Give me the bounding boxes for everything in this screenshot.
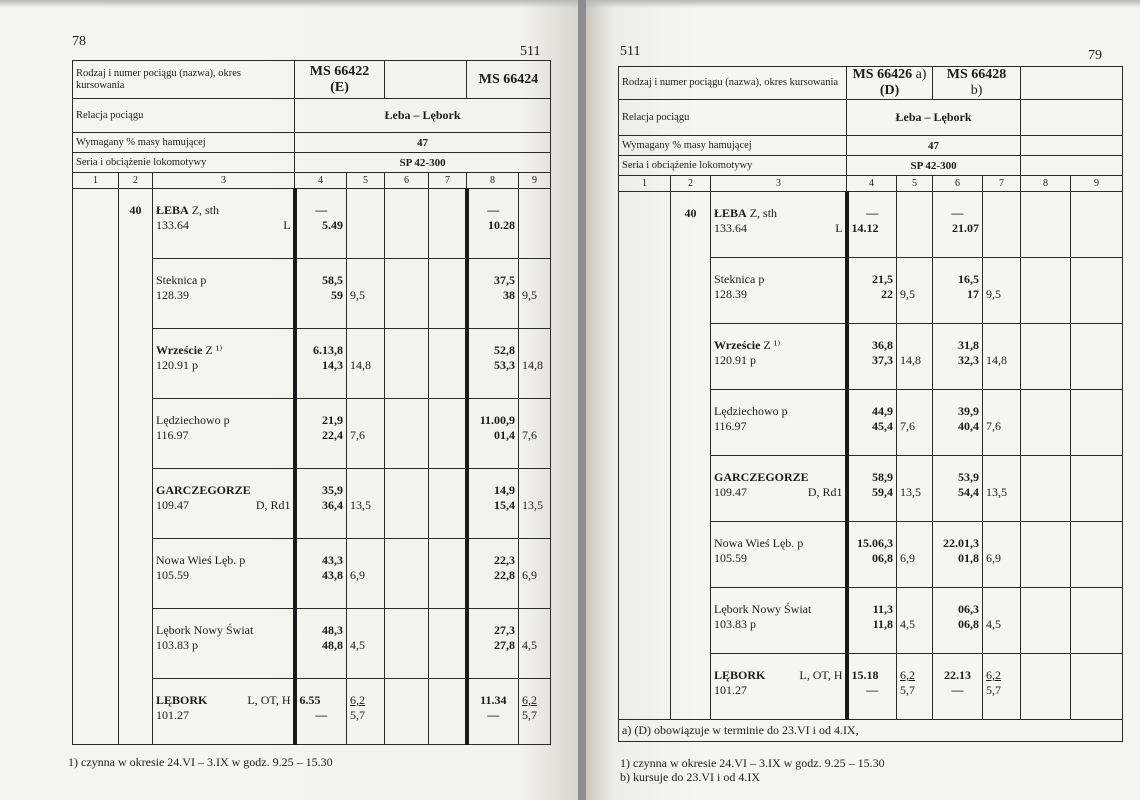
time-arr: 14,9	[494, 483, 516, 497]
time-dep: 06,8	[958, 617, 980, 631]
station-name: ŁEBA	[714, 206, 747, 220]
time-dep: 17	[967, 287, 980, 301]
station-cell	[711, 324, 847, 390]
station-km: 120.91 p	[156, 358, 198, 372]
station-km: 105.59	[156, 568, 189, 582]
station-km: 133.64	[156, 218, 189, 232]
run-time: 6,9	[897, 522, 933, 588]
time-dep: 32,3	[958, 353, 980, 367]
empty-cell	[1021, 192, 1071, 258]
footnote-b: b) kursuje do 23.VI i od 4.IX	[620, 770, 760, 784]
train-a-header	[295, 61, 385, 99]
empty-cell	[429, 399, 467, 469]
run-time-cell	[347, 679, 385, 745]
loco-value: SP 42-300	[295, 153, 551, 173]
time-cell	[933, 258, 983, 324]
time-cell	[847, 588, 897, 654]
run-time-cell	[519, 679, 551, 745]
col-number: 3	[153, 173, 295, 189]
station-cell	[711, 390, 847, 456]
speed-cell	[119, 189, 153, 745]
empty-header-cell	[385, 61, 467, 99]
run-time-2: 5,7	[986, 683, 1002, 697]
empty-cell	[1021, 324, 1071, 390]
station-cell	[153, 679, 295, 745]
time-dep: —	[951, 683, 964, 697]
relation-label: Relacja pociągu	[619, 100, 847, 136]
station-cell	[153, 399, 295, 469]
time-cell	[933, 588, 983, 654]
train-a-number: MS 66422	[309, 63, 370, 79]
run-time: 4,5	[983, 588, 1021, 654]
time-dep: 06,8	[872, 551, 894, 565]
station-name: Lędziechowo p	[156, 413, 230, 427]
run-time: 6,9	[519, 539, 551, 609]
time-arr: 21,5	[872, 272, 894, 286]
col-number: 3	[711, 176, 847, 192]
empty-cell	[1021, 258, 1071, 324]
time-dep: 14.12	[851, 221, 879, 235]
time-dep: —	[487, 708, 500, 722]
table-row	[619, 192, 1123, 258]
train-a-number: MS 66426	[852, 67, 913, 82]
time-dep: 38	[503, 288, 516, 302]
time-arr: 58,5	[322, 273, 344, 287]
station-cell	[711, 654, 847, 720]
station-cell	[153, 329, 295, 399]
time-cell	[467, 469, 519, 539]
time-dep: 45,4	[872, 419, 894, 433]
time-dep: 11,8	[872, 617, 894, 631]
empty-cell	[1021, 654, 1071, 720]
station-km: 116.97	[156, 428, 189, 442]
time-cell	[467, 189, 519, 259]
station-km: 103.83 p	[714, 617, 756, 631]
loco-label: Seria i obciążenie lokomotywy	[619, 156, 847, 176]
time-dep: 36,4	[322, 498, 344, 512]
run-time: 14,8	[983, 324, 1021, 390]
time-arr: 36,8	[872, 338, 894, 352]
station-cell	[711, 588, 847, 654]
col-number: 6	[385, 173, 429, 189]
run-time-cell	[897, 654, 933, 720]
station-cell	[711, 192, 847, 258]
col-number: 9	[1071, 176, 1123, 192]
station-name: Steknica p	[714, 272, 765, 286]
run-time-cell	[519, 189, 551, 259]
station-name-extra: Z ¹⁾	[760, 338, 781, 352]
station-name: Lębork Nowy Świat	[714, 602, 812, 616]
run-time-cell	[983, 192, 1021, 258]
run-time: 4,5	[519, 609, 551, 679]
run-time: 14,8	[347, 329, 385, 399]
run-time: 6,9	[983, 522, 1021, 588]
time-arr: 06,3	[958, 602, 980, 616]
empty-cell	[1071, 324, 1123, 390]
time-dep: 59	[331, 288, 344, 302]
station-suffix: L	[283, 218, 291, 232]
time-cell	[933, 192, 983, 258]
train-a-mark: a)	[915, 67, 927, 82]
time-cell	[295, 329, 347, 399]
time-cell	[467, 329, 519, 399]
run-time: 6,9	[347, 539, 385, 609]
time-arr: 16,5	[958, 272, 980, 286]
time-dep: —	[315, 708, 328, 722]
station-cell	[153, 259, 295, 329]
time-cell	[467, 399, 519, 469]
table-number: 511	[620, 44, 641, 59]
time-cell	[933, 522, 983, 588]
time-cell	[847, 456, 897, 522]
note-a: a) (D) obowiązuje w terminie do 23.VI i od 4.IX,	[619, 720, 1123, 742]
station-name: Wrzeście	[156, 343, 203, 357]
time-cell	[467, 259, 519, 329]
col-number: 1	[73, 173, 119, 189]
time-arr: 48,3	[322, 623, 344, 637]
station-cell	[711, 456, 847, 522]
empty-cell	[429, 539, 467, 609]
timetable-right	[618, 66, 1123, 742]
time-dep: 15,4	[494, 498, 516, 512]
empty-cell	[385, 469, 429, 539]
footnote: 1) czynna w okresie 24.VI – 3.IX w godz. 9.25 – 15.30	[68, 755, 333, 769]
time-arr: —	[951, 206, 964, 220]
run-time: 7,6	[983, 390, 1021, 456]
station-cell	[153, 189, 295, 259]
empty-header-cell	[1021, 67, 1123, 100]
station-name-extra: Z ¹⁾	[202, 343, 223, 357]
station-suffix: L, OT, H	[799, 668, 843, 682]
time-cell	[847, 654, 897, 720]
station-name: GARCZEGORZE	[156, 483, 251, 497]
time-cell	[467, 609, 519, 679]
time-dep: 54,4	[958, 485, 980, 499]
run-time-cell	[983, 654, 1021, 720]
station-cell	[711, 258, 847, 324]
station-km: 116.97	[714, 419, 747, 433]
station-km: 109.47	[156, 498, 189, 512]
empty-cell	[1021, 456, 1071, 522]
time-dep: 01,4	[494, 428, 516, 442]
empty-cell	[1071, 654, 1123, 720]
time-arr: 27,3	[494, 623, 516, 637]
time-arr: 39,9	[958, 404, 980, 418]
station-cell	[711, 522, 847, 588]
loco-value: SP 42-300	[847, 156, 1021, 176]
time-cell	[295, 539, 347, 609]
col-number: 2	[671, 176, 711, 192]
run-time: 6,2	[350, 693, 366, 707]
time-cell	[933, 390, 983, 456]
train-b-header	[467, 61, 551, 99]
empty-cell	[429, 189, 467, 259]
empty-cell	[1021, 156, 1123, 176]
station-suffix: D, Rd1	[807, 485, 843, 499]
station-suffix: L	[835, 221, 843, 235]
time-dep: 22	[881, 287, 894, 301]
empty-cell	[1071, 390, 1123, 456]
page-shadow	[0, 0, 578, 8]
station-cell	[153, 469, 295, 539]
run-time: 4,5	[347, 609, 385, 679]
time-dep: 21.07	[952, 221, 980, 235]
station-cell	[153, 539, 295, 609]
table-row	[73, 189, 551, 259]
time-cell	[933, 456, 983, 522]
station-cell	[153, 609, 295, 679]
time-arr: 22.01,3	[943, 536, 980, 550]
time-arr: 11.00,9	[479, 413, 516, 427]
brake-value: 47	[295, 133, 551, 153]
time-dep: 5.49	[322, 218, 344, 232]
time-arr: 11.34	[480, 693, 507, 707]
empty-cell	[1071, 258, 1123, 324]
run-time: 6,2	[900, 668, 916, 682]
empty-cell	[1071, 192, 1123, 258]
col-number: 4	[847, 176, 897, 192]
train-b-header	[933, 67, 1021, 100]
run-time: 13,5	[347, 469, 385, 539]
station-suffix: D, Rd1	[255, 498, 291, 512]
brake-label: Wymagany % masy hamującej	[73, 133, 295, 153]
run-time: 6,2	[986, 668, 1002, 682]
col-number: 1	[619, 176, 671, 192]
right-page	[586, 0, 1140, 800]
station-name: ŁEBA	[156, 203, 189, 217]
station-km: 105.59	[714, 551, 747, 565]
empty-cell	[1021, 100, 1123, 136]
station-name: Steknica p	[156, 273, 207, 287]
blank-col-1	[619, 192, 671, 720]
time-arr: 58,9	[872, 470, 894, 484]
time-cell	[295, 189, 347, 259]
station-km: 103.83 p	[156, 638, 198, 652]
run-time-2: 5,7	[350, 708, 366, 722]
station-name: LĘBORK	[714, 668, 766, 682]
time-cell	[847, 324, 897, 390]
col-number: 7	[983, 176, 1021, 192]
run-time: 4,5	[897, 588, 933, 654]
run-time: 13,5	[519, 469, 551, 539]
train-b-number: MS 66424	[478, 71, 539, 87]
time-cell	[295, 609, 347, 679]
relation-value: Łeba – Lębork	[847, 100, 1021, 136]
time-dep: 37,3	[872, 353, 894, 367]
station-name-extra: Z, sth	[188, 203, 220, 217]
time-arr: 52,8	[494, 343, 516, 357]
station-name: Lędziechowo p	[714, 404, 788, 418]
time-arr: 21,9	[322, 413, 344, 427]
table-number: 511	[520, 44, 541, 59]
time-dep: 10.28	[488, 218, 516, 232]
empty-cell	[385, 329, 429, 399]
timetable-left	[72, 60, 551, 745]
empty-cell	[385, 189, 429, 259]
time-arr: 15.06,3	[857, 536, 894, 550]
run-time: 6,2	[522, 693, 538, 707]
train-a-suffix: (E)	[330, 79, 349, 95]
station-name-extra: Z, sth	[746, 206, 778, 220]
run-time: 9,5	[347, 259, 385, 329]
run-time: 9,5	[519, 259, 551, 329]
station-name: LĘBORK	[156, 693, 208, 707]
loco-label: Seria i obciążenie lokomotywy	[73, 153, 295, 173]
speed-value: 40	[684, 206, 697, 220]
station-name: Nowa Wieś Lęb. p	[156, 553, 246, 567]
time-cell	[847, 522, 897, 588]
col-number: 8	[467, 173, 519, 189]
time-cell	[847, 390, 897, 456]
empty-cell	[429, 329, 467, 399]
time-cell	[933, 324, 983, 390]
col-number: 9	[519, 173, 551, 189]
station-km: 133.64	[714, 221, 747, 235]
time-cell	[847, 192, 897, 258]
time-arr: 15.18	[851, 668, 879, 682]
speed-cell	[671, 192, 711, 720]
time-dep: 14,3	[322, 358, 344, 372]
station-name: Wrzeście	[714, 338, 761, 352]
footnote: 1) czynna w okresie 24.VI – 3.IX w godz. 9.25 – 15.30	[620, 756, 885, 770]
run-time-2: 5,7	[522, 708, 538, 722]
train-a-header	[847, 67, 933, 100]
run-time: 14,8	[519, 329, 551, 399]
run-time: 9,5	[897, 258, 933, 324]
time-cell	[295, 679, 347, 745]
time-dep: 59,4	[872, 485, 894, 499]
time-cell	[847, 258, 897, 324]
time-arr: 11,3	[872, 602, 894, 616]
run-time: 7,6	[347, 399, 385, 469]
relation-value: Łeba – Lębork	[295, 99, 551, 133]
time-cell	[295, 259, 347, 329]
station-km: 120.91 p	[714, 353, 756, 367]
blank-col-1	[73, 189, 119, 745]
time-dep: 40,4	[958, 419, 980, 433]
time-arr: 53,9	[958, 470, 980, 484]
train-label: Rodzaj i numer pociągu (nazwa), okres kursowania	[73, 61, 295, 99]
empty-cell	[385, 679, 429, 745]
time-arr: 37,5	[494, 273, 516, 287]
relation-label: Relacja pociągu	[73, 99, 295, 133]
time-dep: —	[866, 683, 879, 697]
empty-cell	[1021, 588, 1071, 654]
brake-value: 47	[847, 136, 1021, 156]
time-cell	[933, 654, 983, 720]
time-cell	[467, 679, 519, 745]
run-time-cell	[897, 192, 933, 258]
time-arr: 6.55	[299, 693, 321, 707]
station-km: 128.39	[714, 287, 747, 301]
station-km: 101.27	[714, 683, 747, 697]
run-time: 14,8	[897, 324, 933, 390]
time-cell	[295, 399, 347, 469]
train-a-suffix: (D)	[879, 83, 900, 98]
station-suffix: L, OT, H	[247, 693, 291, 707]
empty-cell	[1071, 456, 1123, 522]
time-arr: 44,9	[872, 404, 894, 418]
time-dep: 27,8	[494, 638, 516, 652]
empty-cell	[1021, 522, 1071, 588]
train-b-suffix: b)	[970, 83, 983, 98]
page-number: 79	[1088, 48, 1102, 63]
time-arr: 31,8	[958, 338, 980, 352]
empty-cell	[429, 259, 467, 329]
run-time: 13,5	[983, 456, 1021, 522]
time-arr: 35,9	[322, 483, 344, 497]
col-number: 5	[347, 173, 385, 189]
station-km: 128.39	[156, 288, 189, 302]
time-cell	[467, 539, 519, 609]
train-label: Rodzaj i numer pociągu (nazwa), okres kursowania	[619, 67, 847, 100]
time-dep: 43,8	[322, 568, 344, 582]
speed-value: 40	[129, 203, 142, 217]
run-time: 9,5	[983, 258, 1021, 324]
col-number: 6	[933, 176, 983, 192]
station-km: 109.47	[714, 485, 747, 499]
run-time-cell	[347, 189, 385, 259]
time-dep: 48,8	[322, 638, 344, 652]
time-arr: —	[315, 203, 328, 217]
station-name: Nowa Wieś Lęb. p	[714, 536, 804, 550]
time-arr: 43,3	[322, 553, 344, 567]
station-name: GARCZEGORZE	[714, 470, 809, 484]
page-shadow	[586, 0, 1140, 8]
page-number: 78	[72, 34, 86, 49]
empty-cell	[1021, 136, 1123, 156]
empty-cell	[1021, 390, 1071, 456]
col-number: 5	[897, 176, 933, 192]
note-row	[619, 720, 1123, 742]
col-number: 7	[429, 173, 467, 189]
col-number: 8	[1021, 176, 1071, 192]
station-km: 101.27	[156, 708, 189, 722]
time-arr: 22,3	[494, 553, 516, 567]
time-arr: 22.13	[944, 668, 972, 682]
run-time: 13,5	[897, 456, 933, 522]
run-time: 7,6	[519, 399, 551, 469]
empty-cell	[429, 679, 467, 745]
empty-cell	[385, 259, 429, 329]
empty-cell	[429, 469, 467, 539]
empty-cell	[385, 399, 429, 469]
empty-cell	[385, 539, 429, 609]
time-dep: 22,8	[494, 568, 516, 582]
time-dep: 53,3	[494, 358, 516, 372]
time-arr: 6.13,8	[313, 343, 344, 357]
station-name: Lębork Nowy Świat	[156, 623, 254, 637]
brake-label: Wymagany % masy hamującej	[619, 136, 847, 156]
time-arr: —	[487, 203, 500, 217]
run-time-2: 5,7	[900, 683, 916, 697]
empty-cell	[1071, 588, 1123, 654]
col-number: 4	[295, 173, 347, 189]
time-dep: 22,4	[322, 428, 344, 442]
time-cell	[295, 469, 347, 539]
time-dep: 01,8	[958, 551, 980, 565]
train-b-number: MS 66428	[946, 67, 1007, 82]
run-time: 7,6	[897, 390, 933, 456]
time-arr: —	[866, 206, 879, 220]
empty-cell	[1071, 522, 1123, 588]
empty-cell	[429, 609, 467, 679]
col-number: 2	[119, 173, 153, 189]
empty-cell	[385, 609, 429, 679]
